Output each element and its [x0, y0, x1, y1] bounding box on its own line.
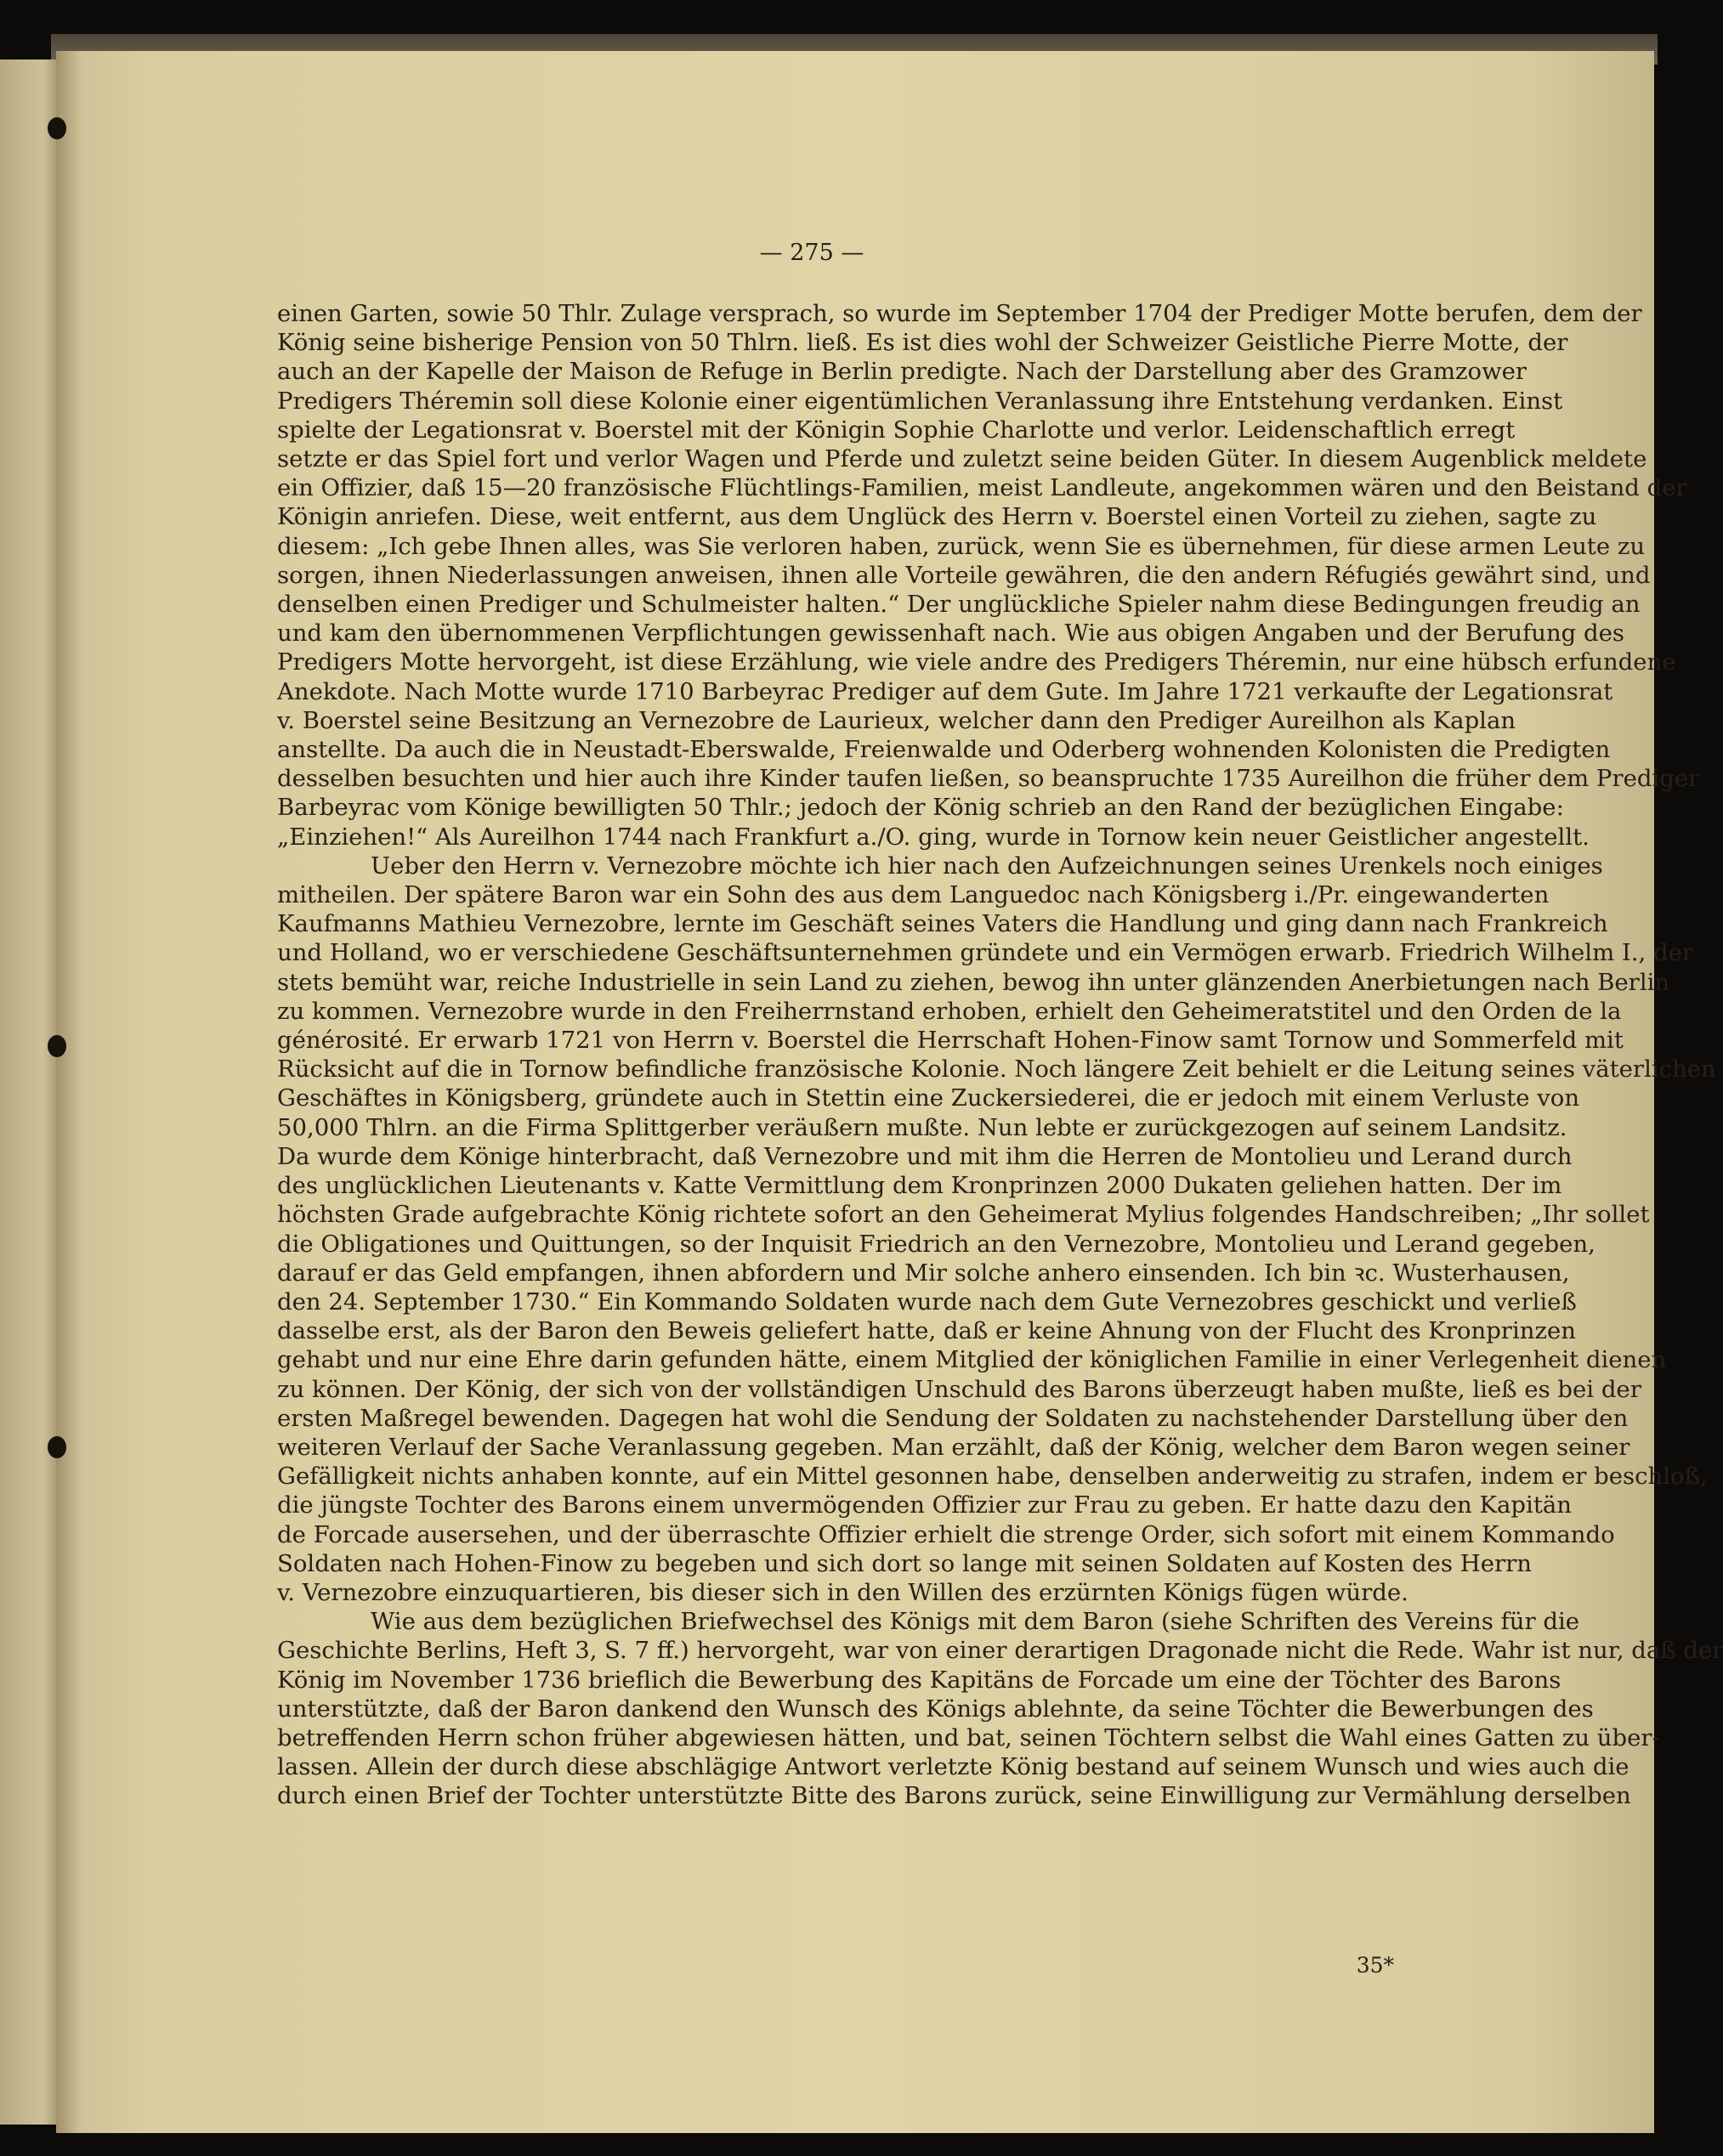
text-line: Wie aus dem bezüglichen Briefwechsel des Königs mit dem Baron (siehe Schriften des Vereins für die: [371, 1608, 1580, 1636]
text-line: Geschäftes in Königsberg, gründete auch in Stettin eine Zuckersiederei, die er jedoch mit einem Verluste von: [277, 1084, 1580, 1112]
text-line: Predigers Théremin soll diese Kolonie einer eigentümlichen Veranlassung ihre Entstehung verdanken. Einst: [277, 387, 1563, 415]
text-line: Da wurde dem Könige hinterbracht, daß Vernezobre und mit ihm die Herren de Montolieu und Lerand durch: [277, 1142, 1573, 1170]
text-line: zu kommen. Vernezobre wurde in den Freiherrnstand erhoben, erhielt den Geheimeratstitel und den Orden de la: [277, 997, 1622, 1025]
text-line: den 24. September 1730.“ Ein Kommando Soldaten wurde nach dem Gute Vernezobres geschickt und verließ: [277, 1287, 1577, 1316]
text-line: des unglücklichen Lieutenants v. Katte Vermittlung dem Kronprinzen 2000 Dukaten geliehen hatten. Der im: [277, 1172, 1562, 1200]
text-line: die Obligationes und Quittungen, so der Inquisit Friedrich an den Vernezobre, Montolieu und Lerand gegeben,: [277, 1230, 1595, 1258]
text-line: höchsten Grade aufgebrachte König richtete sofort an den Geheimerat Mylius folgendes Handschreiben; „Ihr sollet: [277, 1201, 1650, 1229]
text-line: durch einen Brief der Tochter unterstützte Bitte des Barons zurück, seine Einwilligung zur Vermählung derselben: [277, 1782, 1631, 1810]
text-line: 50,000 Thlrn. an die Firma Splittgerber veräußern mußte. Nun lebte er zurückgezogen auf seinem Landsitz.: [277, 1113, 1567, 1141]
text-line: darauf er das Geld empfangen, ihnen abfordern und Mir solche anhero einsenden. Ich bin ꝛc. Wusterhausen,: [277, 1259, 1570, 1287]
text-line: desselben besuchten und hier auch ihre Kinder taufen ließen, so beanspruchte 1735 Aureilhon die früher dem Prediger: [277, 765, 1700, 793]
printer-signature: 35*: [1356, 1953, 1394, 1978]
text-line: und Holland, wo er verschiedene Geschäftsunternehmen gründete und ein Vermögen erwarb. Friedrich Wilhelm I., der: [277, 939, 1694, 967]
text-line: Rücksicht auf die in Tornow befindliche französische Kolonie. Noch längere Zeit behielt er die Leitung seines väterlichen: [277, 1055, 1716, 1084]
gutter-shadow: [56, 51, 82, 2133]
text-line: Predigers Motte hervorgeht, ist diese Erzählung, wie viele andre des Predigers Théremin, nur eine hübsch erfundene: [277, 648, 1676, 676]
text-line: betreffenden Herrn schon früher abgewiesen hätten, und bat, seinen Töchtern selbst die Wahl eines Gatten zu über-: [277, 1723, 1660, 1751]
text-line: Soldaten nach Hohen-Finow zu begeben und sich dort so lange mit seinen Soldaten auf Kosten des Herrn: [277, 1549, 1532, 1577]
text-line: sorgen, ihnen Niederlassungen anweisen, ihnen alle Vorteile gewähren, die den andern Réfugiés gewährt sind, und: [277, 561, 1651, 589]
text-line: weiteren Verlauf der Sache Veranlassung gegeben. Man erzählt, daß der König, welcher dem Baron wegen seiner: [277, 1433, 1630, 1461]
text-line: Königin anriefen. Diese, weit entfernt, aus dem Unglück des Herrn v. Boerstel einen Vorteil zu ziehen, sagte zu: [277, 503, 1597, 531]
text-line: stets bemüht war, reiche Industrielle in sein Land zu ziehen, bewog ihn unter glänzenden Anerbietungen nach Berlin: [277, 968, 1670, 996]
text-line: Gefälligkeit nichts anhaben konnte, auf ein Mittel gesonnen habe, denselben anderweitig zu strafen, indem er beschloß,: [277, 1463, 1708, 1491]
text-line: setzte er das Spiel fort und verlor Wagen und Pferde und zuletzt seine beiden Güter. In diesem Augenblick meldete: [277, 445, 1647, 473]
text-line: die jüngste Tochter des Barons einem unvermögenden Offizier zur Frau zu geben. Er hatte dazu den Kapitän: [277, 1491, 1572, 1519]
text-line: und kam den übernommenen Verpflichtungen gewissenhaft nach. Wie aus obigen Angaben und der Berufung des: [277, 620, 1625, 648]
text-line: ersten Maßregel bewenden. Dagegen hat wohl die Sendung der Soldaten zu nachstehender Darstellung über den: [277, 1404, 1629, 1432]
text-line: de Forcade ausersehen, und der überraschte Offizier erhielt die strenge Order, sich sofort mit einem Kommando: [277, 1520, 1615, 1548]
text-line: zu können. Der König, der sich von der vollständigen Unschuld des Barons überzeugt haben mußte, ließ es bei der: [277, 1375, 1641, 1403]
text-line: spielte der Legationsrat v. Boerstel mit der Königin Sophie Charlotte und verlor. Leidenschaftlich erregt: [277, 416, 1516, 444]
text-line: Barbeyrac vom Könige bewilligten 50 Thlr.; jedoch der König schrieb an den Rand der bezüglichen Eingabe:: [277, 794, 1564, 822]
page-number: — 275 —: [759, 240, 864, 266]
text-line: gehabt und nur eine Ehre darin gefunden hätte, einem Mitglied der königlichen Familie in einer Verlegenheit dienen: [277, 1346, 1667, 1374]
text-line: anstellte. Da auch die in Neustadt-Eberswalde, Freienwalde und Oderberg wohnenden Kolonisten die Predigten: [277, 736, 1611, 764]
text-line: lassen. Allein der durch diese abschlägige Antwort verletzte König bestand auf seinem Wunsch und wies auch die: [277, 1753, 1629, 1781]
text-line: Geschichte Berlins, Heft 3, S. 7 ff.) hervorgeht, war von einer derartigen Dragonade nicht die Rede. Wahr ist nur, daß der: [277, 1637, 1723, 1665]
text-line: Ueber den Herrn v. Vernezobre möchte ich hier nach den Aufzeichnungen seines Urenkels noch einiges: [371, 852, 1603, 880]
binding-hole: [48, 1035, 66, 1057]
text-line: König im November 1736 brieflich die Bewerbung des Kapitäns de Forcade um eine der Töchter des Barons: [277, 1666, 1561, 1694]
text-line: Kaufmanns Mathieu Vernezobre, lernte im Geschäft seines Vaters die Handlung und ging dann nach Frankreich: [277, 910, 1608, 938]
text-line: König seine bisherige Pension von 50 Thlrn. ließ. Es ist dies wohl der Schweizer Geistliche Pierre Motte, der: [277, 329, 1568, 357]
paragraph: [277, 1607, 1723, 1810]
binding-hole: [48, 1436, 66, 1458]
text-line: denselben einen Prediger und Schulmeister halten.“ Der unglückliche Spieler nahm diese Bedingungen freudig an: [277, 591, 1641, 619]
text-line: einen Garten, sowie 50 Thlr. Zulage versprach, so wurde im September 1704 der Prediger Motte berufen, dem der: [277, 300, 1642, 327]
text-line: auch an der Kapelle der Maison de Refuge in Berlin predigte. Nach der Darstellung aber des Gramzower: [277, 358, 1527, 386]
paragraph: [277, 852, 1716, 1607]
text-line: dasselbe erst, als der Baron den Beweis geliefert hatte, daß er keine Ahnung von der Flucht des Kronprinzen: [277, 1317, 1576, 1345]
binding-hole: [48, 117, 66, 139]
text-line: v. Vernezobre einzuquartieren, bis dieser sich in den Willen des erzürnten Königs fügen würde.: [277, 1578, 1408, 1606]
text-line: générosité. Er erwarb 1721 von Herrn v. Boerstel die Herrschaft Hohen-Finow samt Tornow und Sommerfeld mit: [277, 1027, 1624, 1055]
text-line: unterstützte, daß der Baron dankend den Wunsch des Königs ablehnte, da seine Töchter die Bewerbungen des: [277, 1695, 1594, 1723]
left-page-edge: [0, 59, 61, 2125]
text-line: v. Boerstel seine Besitzung an Vernezobre de Laurieux, welcher dann den Prediger Aureilhon als Kaplan: [277, 706, 1516, 734]
text-line: mitheilen. Der spätere Baron war ein Sohn des aus dem Languedoc nach Königsberg i./Pr. eingewanderten: [277, 881, 1550, 909]
paragraph: [277, 299, 1700, 852]
text-line: ein Offizier, daß 15—20 französische Flüchtlings-Familien, meist Landleute, angekommen wären und den Beistand der: [277, 474, 1687, 502]
text-line: „Einziehen!“ Als Aureilhon 1744 nach Frankfurt a./O. ging, wurde in Tornow kein neuer Geistlicher angestellt.: [277, 823, 1590, 851]
body-text: [277, 299, 1723, 1811]
text-line: diesem: „Ich gebe Ihnen alles, was Sie verloren haben, zurück, wenn Sie es übernehmen, für diese armen Leute zu: [277, 532, 1646, 560]
text-line: Anekdote. Nach Motte wurde 1710 Barbeyrac Prediger auf dem Gute. Im Jahre 1721 verkaufte der Legationsrat: [277, 677, 1613, 705]
